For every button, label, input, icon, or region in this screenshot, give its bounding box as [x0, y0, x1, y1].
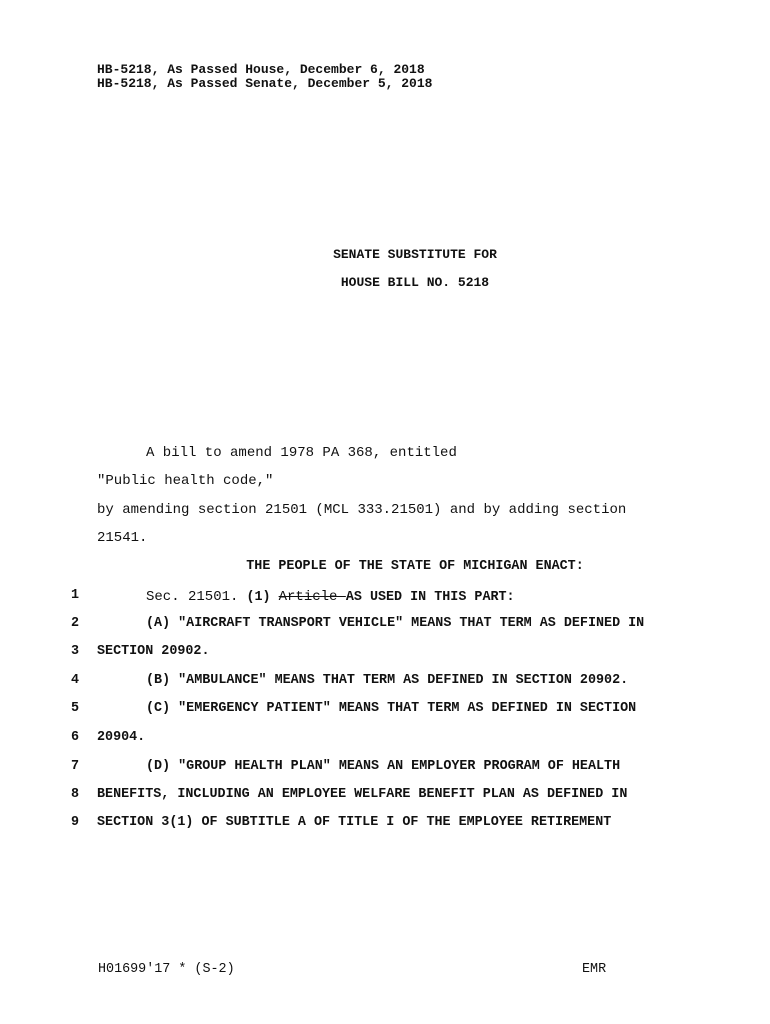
- line-number: 6: [71, 730, 80, 745]
- line-number: 4: [71, 673, 80, 688]
- footer-initials: EMR: [582, 962, 607, 977]
- line-number: 3: [71, 644, 80, 659]
- bill-text-line-9: SECTION 3(1) OF SUBTITLE A OF TITLE I OF THE EMPLOYEE RETIREMENT: [97, 815, 612, 830]
- bill-text-line-7: (D) "GROUP HEALTH PLAN" MEANS AN EMPLOYER PROGRAM OF HEALTH: [146, 759, 621, 774]
- preamble-line-3: by amending section 21501 (MCL 333.21501) and by adding section: [97, 502, 627, 518]
- struck-text: Article: [278, 589, 346, 605]
- preamble-line-2: "Public health code,": [97, 473, 274, 489]
- bill-text-line-4: (B) "AMBULANCE" MEANS THAT TERM AS DEFINED IN SECTION 20902.: [146, 673, 629, 688]
- line-number: 9: [71, 815, 80, 830]
- line-number: 5: [71, 701, 80, 716]
- bill-text-line-5: (C) "EMERGENCY PATIENT" MEANS THAT TERM AS DEFINED IN SECTION: [146, 701, 637, 716]
- subsection-label: (1): [246, 590, 271, 605]
- line-number: 2: [71, 616, 80, 631]
- inserted-text: AS USED IN THIS PART:: [345, 590, 515, 605]
- bill-text-line-8: BENEFITS, INCLUDING AN EMPLOYEE WELFARE BENEFIT PLAN AS DEFINED IN: [97, 787, 628, 802]
- bill-text-line-6: 20904.: [97, 730, 146, 745]
- bill-text-line-1: [146, 587, 515, 605]
- line-number: 8: [71, 787, 80, 802]
- footer-document-id: H01699'17 * (S-2): [98, 962, 235, 977]
- enacting-clause: THE PEOPLE OF THE STATE OF MICHIGAN ENACT:: [246, 559, 584, 574]
- preamble-line-4: 21541.: [97, 530, 148, 546]
- bill-text-line-3: SECTION 20902.: [97, 644, 210, 659]
- bill-title-substitute: SENATE SUBSTITUTE FOR: [333, 247, 497, 262]
- line-number: 1: [71, 588, 80, 603]
- section-label: Sec. 21501.: [146, 589, 239, 605]
- bill-text-line-2: (A) "AIRCRAFT TRANSPORT VEHICLE" MEANS THAT TERM AS DEFINED IN: [146, 616, 645, 631]
- line-number: 7: [71, 759, 80, 774]
- passage-note-house: HB-5218, As Passed House, December 6, 2018: [97, 62, 425, 77]
- preamble-line-1: A bill to amend 1978 PA 368, entitled: [146, 445, 457, 461]
- bill-title-number: HOUSE BILL NO. 5218: [340, 275, 490, 290]
- passage-note-senate: HB-5218, As Passed Senate, December 5, 2018: [97, 76, 433, 91]
